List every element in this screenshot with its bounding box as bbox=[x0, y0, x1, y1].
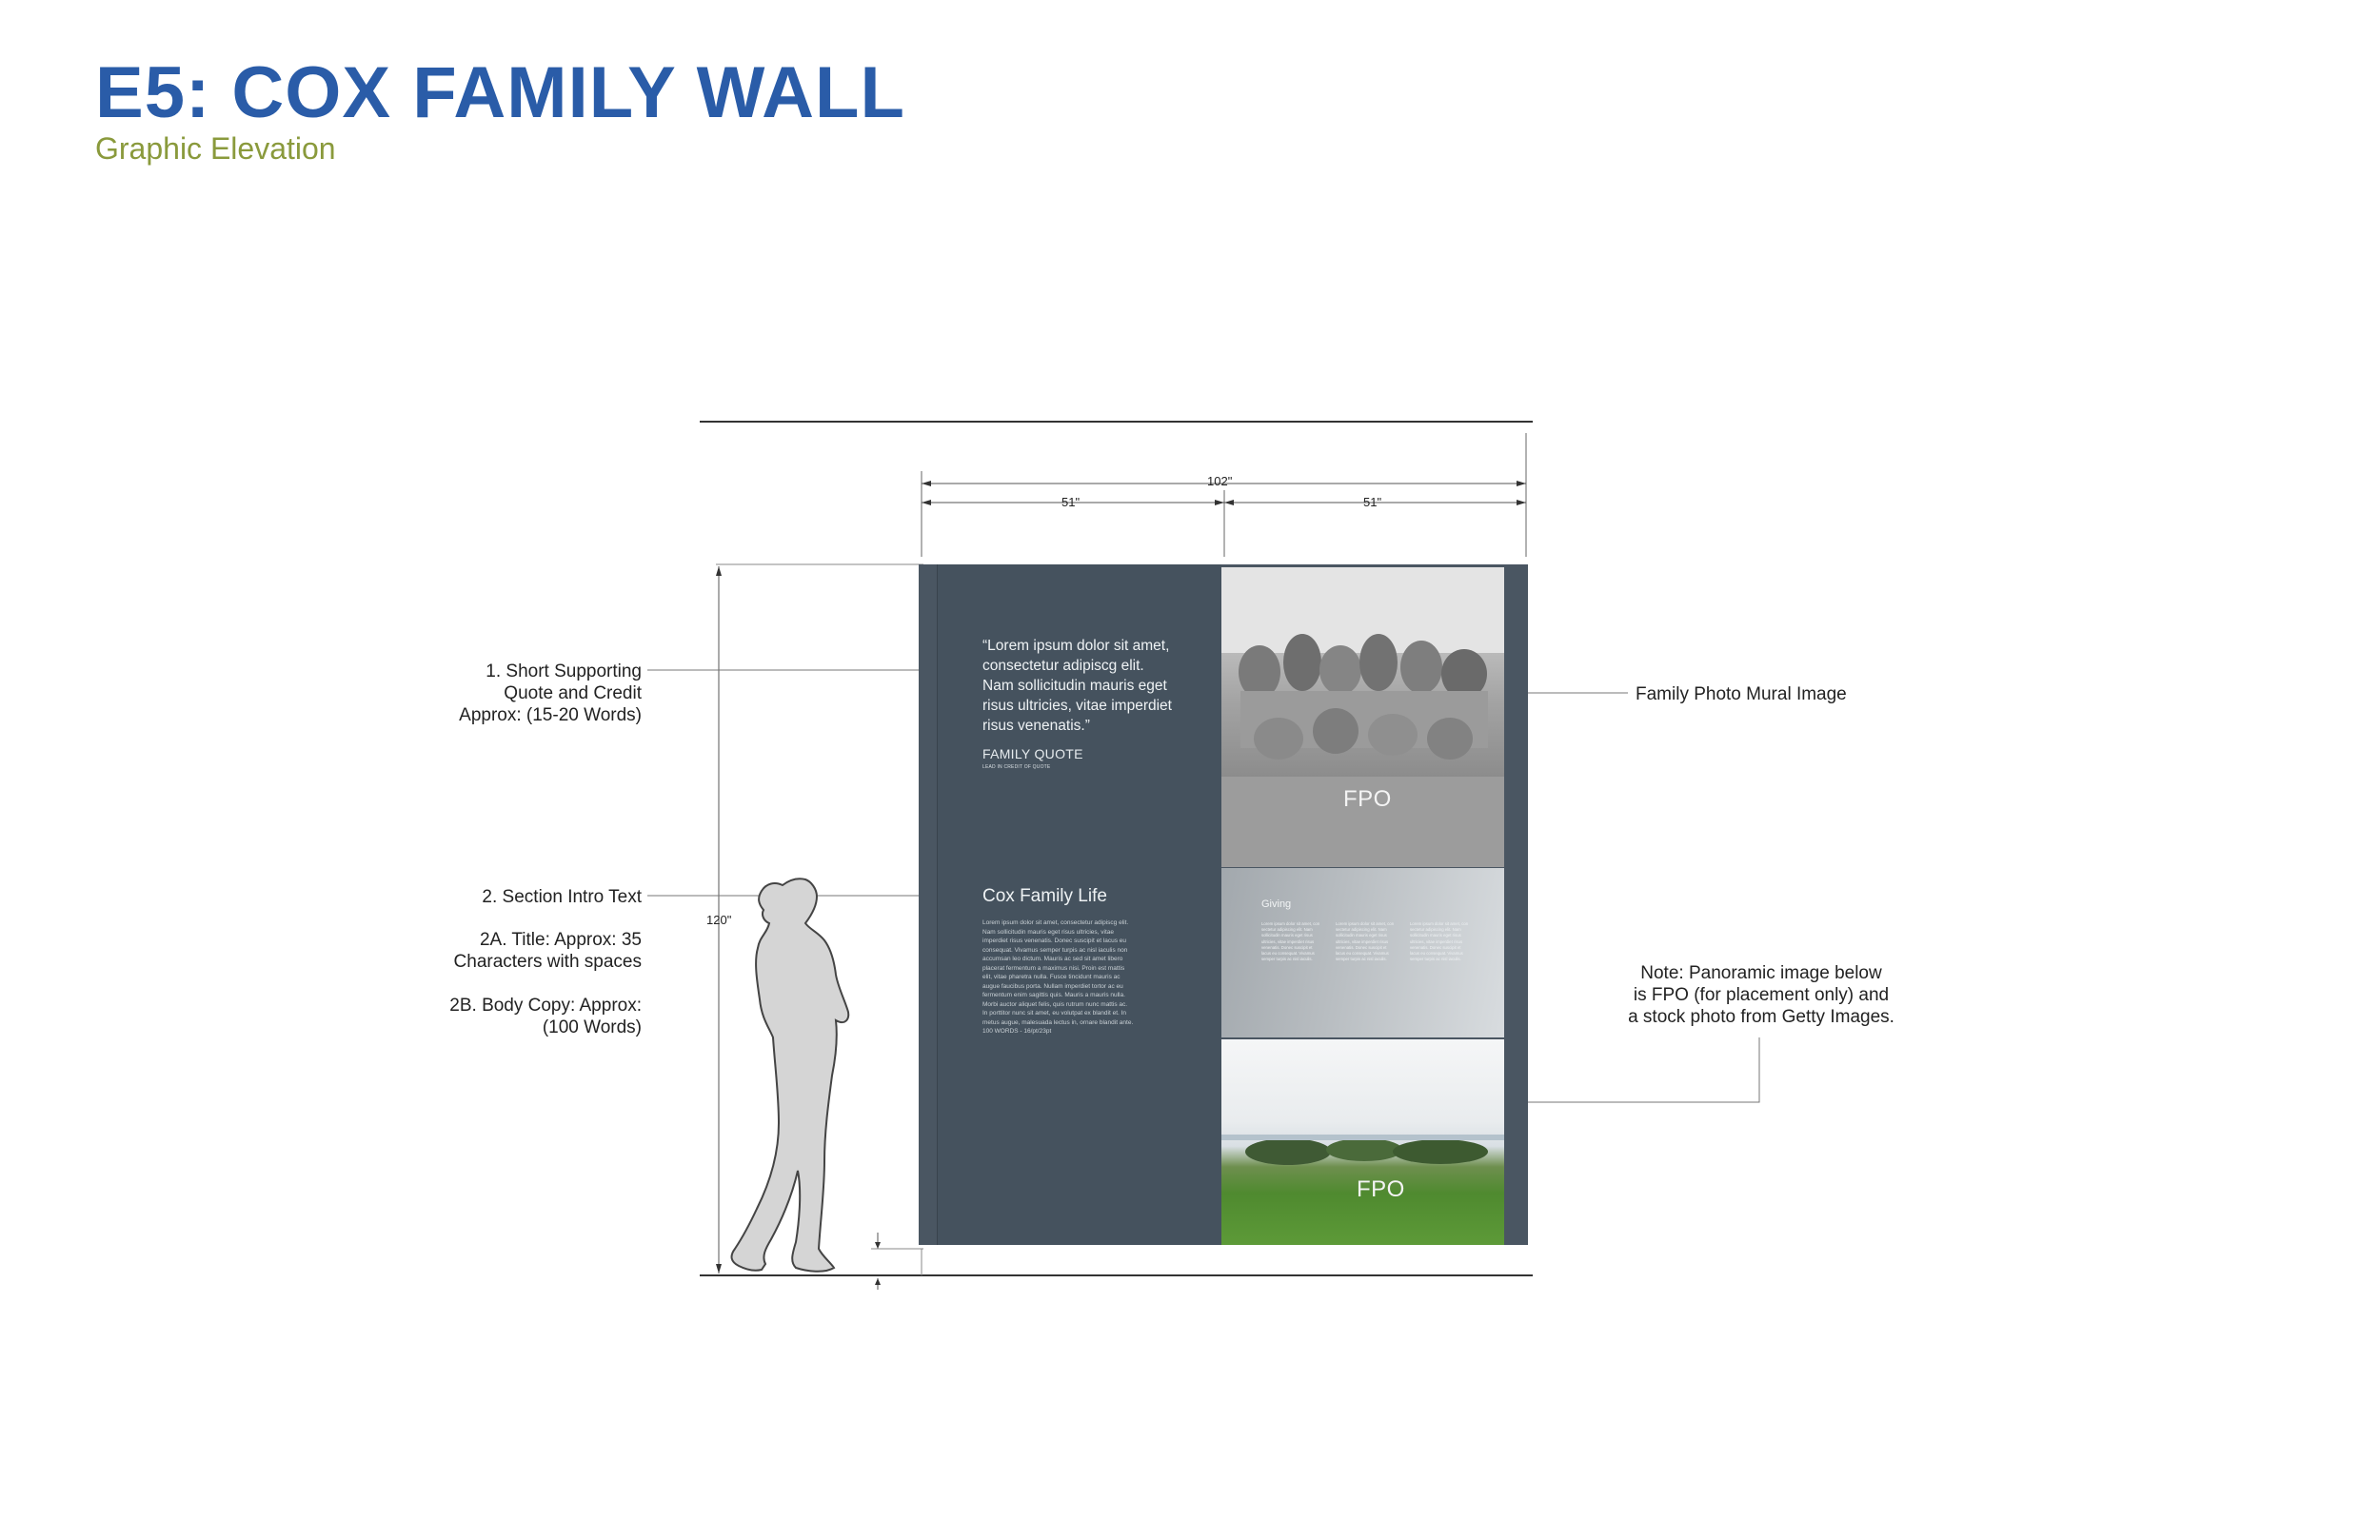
quote-credit: FAMILY QUOTE bbox=[982, 746, 1083, 761]
fpo-label-bottom: FPO bbox=[1357, 1176, 1405, 1202]
human-silhouette-icon bbox=[732, 879, 849, 1272]
giving-column-1: Lorem ipsum dolor sit amet, con sectetur adipiscing elit. Nam sollicitudin mauris eget risus ultricies, vitae imperdiet risus venenatis. Donec suscipit et lacus eu consequat. Vivamus semper turpis ac nisl iaculis. bbox=[1261, 921, 1320, 962]
callout-body-spec: 2B. Body Copy: Approx: (100 Words) bbox=[449, 996, 642, 1037]
dimension-label-left-half: 51" bbox=[1061, 495, 1081, 509]
family-photo-mural bbox=[1221, 567, 1504, 867]
family-group-photo-icon bbox=[1221, 567, 1504, 867]
callout-title-spec: 2A. Title: Approx: 35 Characters with spaces bbox=[453, 930, 642, 972]
giving-column-3: Lorem ipsum dolor sit amet, con sectetur adipiscing elit. Nam sollicitudin mauris eget risus ultricies, vitae imperdiet risus venenatis. Donec suscipit et lacus eu consequat. Vivamus semper turpis ac nisl iaculis. bbox=[1410, 921, 1469, 962]
giving-column-2: Lorem ipsum dolor sit amet, con sectetur adipiscing elit. Nam sollicitudin mauris eget risus ultricies, vitae imperdiet risus venenatis. Donec suscipit et lacus eu consequat. Vivamus semper turpis ac nisl iaculis. bbox=[1336, 921, 1395, 962]
callout-mural: Family Photo Mural Image bbox=[1636, 684, 1847, 704]
dimension-label-height: 120" bbox=[706, 913, 732, 927]
landscape-photo-icon bbox=[1221, 1039, 1504, 1245]
page-title: E5: COX FAMILY WALL bbox=[95, 52, 905, 133]
fpo-label-top: FPO bbox=[1343, 786, 1392, 812]
page-subtitle: Graphic Elevation bbox=[95, 131, 336, 166]
callout-quote: 1. Short Supporting Quote and Credit Approx: (15-20 Words) bbox=[459, 661, 642, 725]
section-title: Cox Family Life bbox=[982, 886, 1107, 906]
panoramic-landscape-photo bbox=[1221, 1039, 1504, 1245]
section-body: Lorem ipsum dolor sit amet, consectetur adipiscg elit. Nam sollicitudin mauris eget risus ultricies, vitae imperdiet risus venenatis. Donec suscipit et lacus eu consequat. Vivamus semper turpis ac nisl iaculis non accumsan leo dictum. Mauris ac sed sit amet libero placerat fermentum a maximus nisi. Proin est mattis elit, vitae pharetra nulla. Fusce tincidunt mauris ac augue faucibus porta. Nullam imperdiet tortor ac eu fermentum enim sagittis quis. Mauris a mauris nulla. Morbi auctor aliquet felis, quis rutrum nunc mattis ac. In porttitor nunc sit amet, eu volutpat ex blandit et. In metus augue, malesuada lectus in, ornare blandit ante. 100 WORDS - 16/pt/23pt bbox=[982, 919, 1134, 1035]
quote-text: “Lorem ipsum dolor sit amet, consectetur adipiscg elit. Nam sollicitudin mauris eget risus ultricies, vitae imperdiet risus venenatis.” bbox=[982, 638, 1172, 734]
quote-credit-sub: LEAD IN CREDIT OF QUOTE bbox=[982, 764, 1051, 770]
callout-section-intro: 2. Section Intro Text bbox=[482, 887, 642, 907]
giving-panel bbox=[1221, 868, 1504, 1037]
callout-note: Note: Panoramic image below is FPO (for placement only) and a stock photo from Getty Images. bbox=[1628, 963, 1894, 1027]
giving-title: Giving bbox=[1261, 898, 1292, 910]
dimension-label-right-half: 51" bbox=[1363, 495, 1382, 509]
dimension-label-total: 102" bbox=[1207, 474, 1233, 488]
